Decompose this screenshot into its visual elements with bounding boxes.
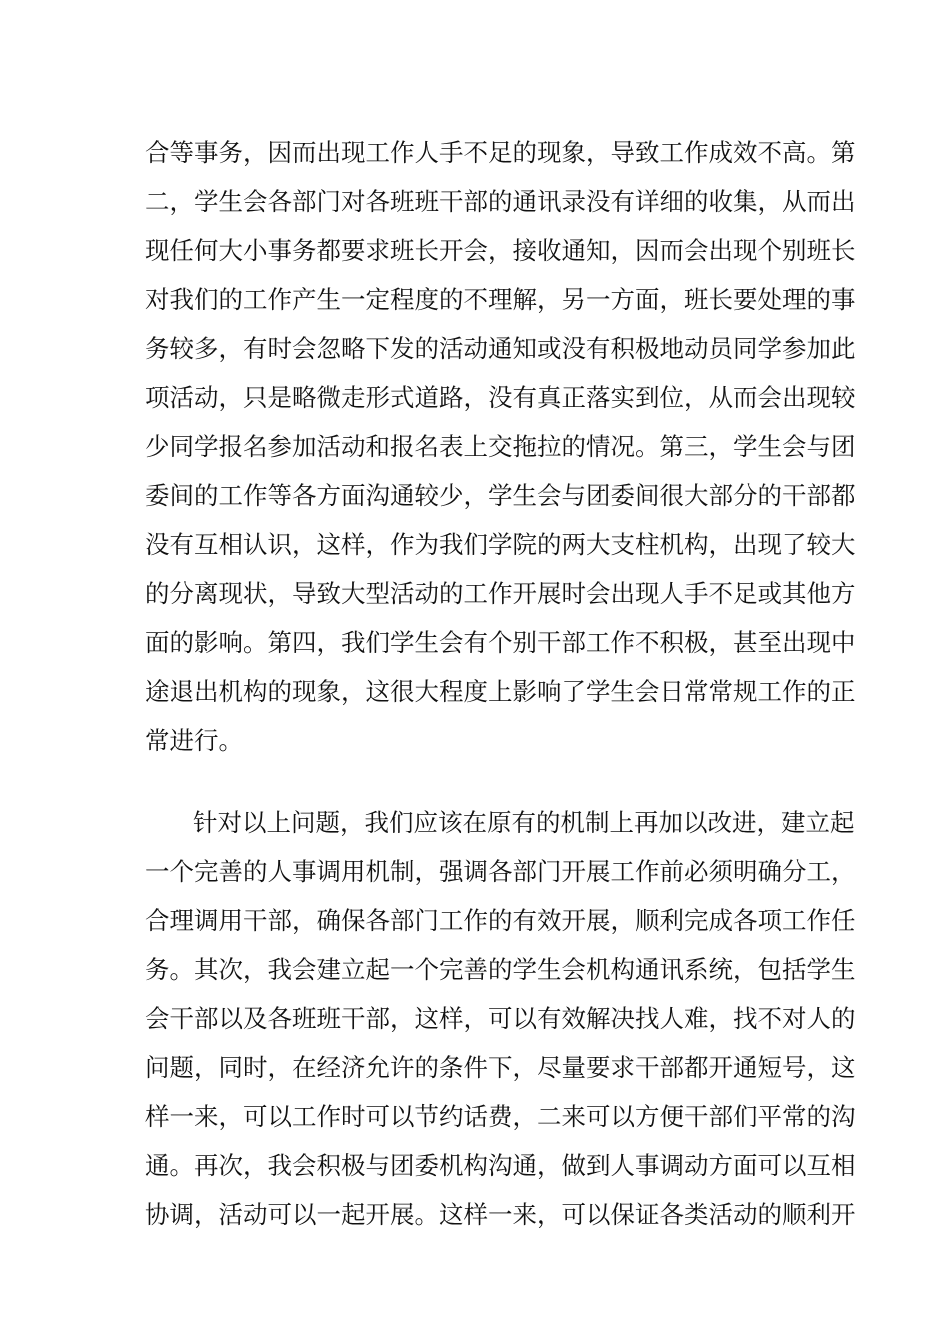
text-line: 对我们的工作产生一定程度的不理解，另一方面，班长要处理的事 [145, 285, 856, 314]
text-line: 协调，活动可以一起开展。这样一来，可以保证各类活动的顺利开 [145, 1200, 856, 1229]
text-line: 务。其次，我会建立起一个完善的学生会机构通讯系统，包括学生 [145, 955, 856, 984]
text-line: 面的影响。第四，我们学生会有个别干部工作不积极，甚至出现中 [145, 628, 856, 657]
text-line: 二，学生会各部门对各班班干部的通讯录没有详细的收集，从而出 [145, 187, 856, 216]
text-line: 项活动，只是略微走形式道路，没有真正落实到位，从而会出现较 [145, 383, 856, 412]
text-line: 合等事务，因而出现工作人手不足的现象，导致工作成效不高。第 [145, 138, 856, 167]
text-line: 问题，同时，在经济允许的条件下，尽量要求干部都开通短号，这 [145, 1053, 856, 1082]
text-line: 没有互相认识，这样，作为我们学院的两大支柱机构，出现了较大 [145, 530, 856, 559]
text-line: 合理调用干部，确保各部门工作的有效开展，顺利完成各项工作任 [145, 906, 856, 935]
text-line: 委间的工作等各方面沟通较少，学生会与团委间很大部分的干部都 [145, 481, 856, 510]
text-line: 常进行。 [145, 726, 243, 755]
text-line: 针对以上问题，我们应该在原有的机制上再加以改进，建立起 [193, 808, 855, 837]
text-line: 的分离现状，导致大型活动的工作开展时会出现人手不足或其他方 [145, 579, 856, 608]
text-line: 现任何大小事务都要求班长开会，接收通知，因而会出现个别班长 [145, 236, 856, 265]
text-line: 少同学报名参加活动和报名表上交拖拉的情况。第三，学生会与团 [145, 432, 856, 461]
text-line: 务较多，有时会忽略下发的活动通知或没有积极地动员同学参加此 [145, 334, 856, 363]
text-line: 途退出机构的现象，这很大程度上影响了学生会日常常规工作的正 [145, 677, 856, 706]
text-line: 通。再次，我会积极与团委机构沟通，做到人事调动方面可以互相 [145, 1151, 856, 1180]
text-line: 会干部以及各班班干部，这样，可以有效解决找人难，找不对人的 [145, 1004, 856, 1033]
text-line: 一个完善的人事调用机制，强调各部门开展工作前必须明确分工， [145, 857, 856, 886]
text-line: 样一来，可以工作时可以节约话费，二来可以方便干部们平常的沟 [145, 1102, 856, 1131]
